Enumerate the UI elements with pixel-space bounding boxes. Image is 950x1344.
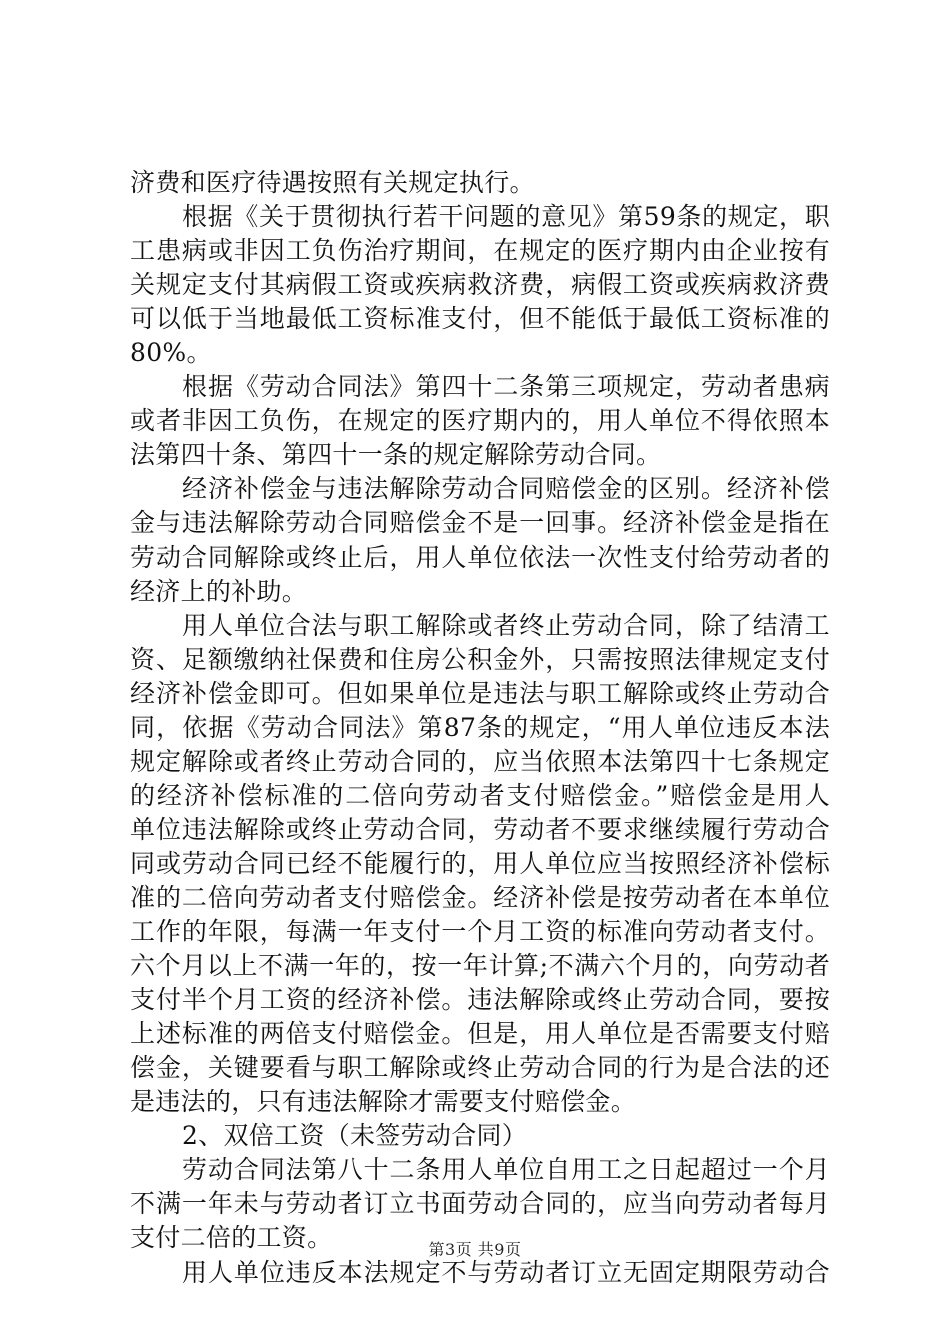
text-line: 劳动合同法第八十二条用人单位自用工之日起超过一个月 <box>182 1155 830 1185</box>
text-line: 是违法的，只有违法解除才需要支付赔偿金。 <box>130 1087 637 1117</box>
text-line: 金与违法解除劳动合同赔偿金不是一回事。经济补偿金是指在 <box>130 508 830 538</box>
text-line: 2、双倍工资（未签劳动合同） <box>182 1121 528 1151</box>
text-line: 准的二倍向劳动者支付赔偿金。经济补偿是按劳动者在本单位 <box>130 882 830 912</box>
text-line: 80%。 <box>130 338 212 368</box>
document-body <box>130 166 830 1290</box>
text-line: 或者非因工负伤，在规定的医疗期内的，用人单位不得依照本 <box>130 406 830 436</box>
text-line: 关规定支付其病假工资或疾病救济费，病假工资或疾病救济费 <box>130 270 830 300</box>
text-line: 经济补偿金与违法解除劳动合同赔偿金的区别。经济补偿 <box>182 474 830 504</box>
text-line: 偿金，关键要看与职工解除或终止劳动合同的行为是合法的还 <box>130 1053 830 1083</box>
text-line: 工患病或非因工负伤治疗期间，在规定的医疗期内由企业按有 <box>130 236 830 266</box>
text-line: 六个月以上不满一年的，按一年计算;不满六个月的，向劳动者 <box>130 951 830 981</box>
text-line: 单位违法解除或终止劳动合同，劳动者不要求继续履行劳动合 <box>130 814 830 844</box>
text-line: 上述标准的两倍支付赔偿金。但是，用人单位是否需要支付赔 <box>130 1019 830 1049</box>
text-line: 经济补偿金即可。但如果单位是违法与职工解除或终止劳动合 <box>130 678 830 708</box>
page-number-label: 第3页 共9页 <box>428 1240 522 1259</box>
text-line: 济费和医疗待遇按照有关规定执行。 <box>130 168 535 197</box>
text-line: 用人单位违反本法规定不与劳动者订立无固定期限劳动合 <box>182 1257 830 1287</box>
text-line: 资、足额缴纳社保费和住房公积金外，只需按照法律规定支付 <box>130 644 830 674</box>
text-line: 用人单位合法与职工解除或者终止劳动合同，除了结清工 <box>182 610 830 640</box>
text-line: 支付半个月工资的经济补偿。违法解除或终止劳动合同，要按 <box>130 985 830 1015</box>
text-line: 工作的年限，每满一年支付一个月工资的标准向劳动者支付。 <box>130 917 830 947</box>
text-line: 规定解除或者终止劳动合同的，应当依照本法第四十七条规定 <box>130 746 830 776</box>
text-line: 可以低于当地最低工资标准支付，但不能低于最低工资标准的 <box>130 304 830 334</box>
text-line: 同或劳动合同已经不能履行的，用人单位应当按照经济补偿标 <box>130 848 830 878</box>
text-line: 支付二倍的工资。 <box>130 1223 333 1253</box>
text-line: 经济上的补助。 <box>130 576 308 606</box>
text-line: 根据《关于贯彻执行若干问题的意见》第59条的规定，职 <box>182 202 830 232</box>
text-line: 法第四十条、第四十一条的规定解除劳动合同。 <box>130 440 662 470</box>
text-line: 不满一年未与劳动者订立书面劳动合同的，应当向劳动者每月 <box>130 1189 830 1219</box>
text-line: 根据《劳动合同法》第四十二条第三项规定，劳动者患病 <box>182 372 830 402</box>
text-line: 劳动合同解除或终止后，用人单位依法一次性支付给劳动者的 <box>130 542 830 572</box>
page-footer <box>0 1237 950 1260</box>
text-line: 同，依据《劳动合同法》第87条的规定，“用人单位违反本法 <box>130 712 830 742</box>
text-line: 的经济补偿标准的二倍向劳动者支付赔偿金。”赔偿金是用人 <box>130 780 830 810</box>
